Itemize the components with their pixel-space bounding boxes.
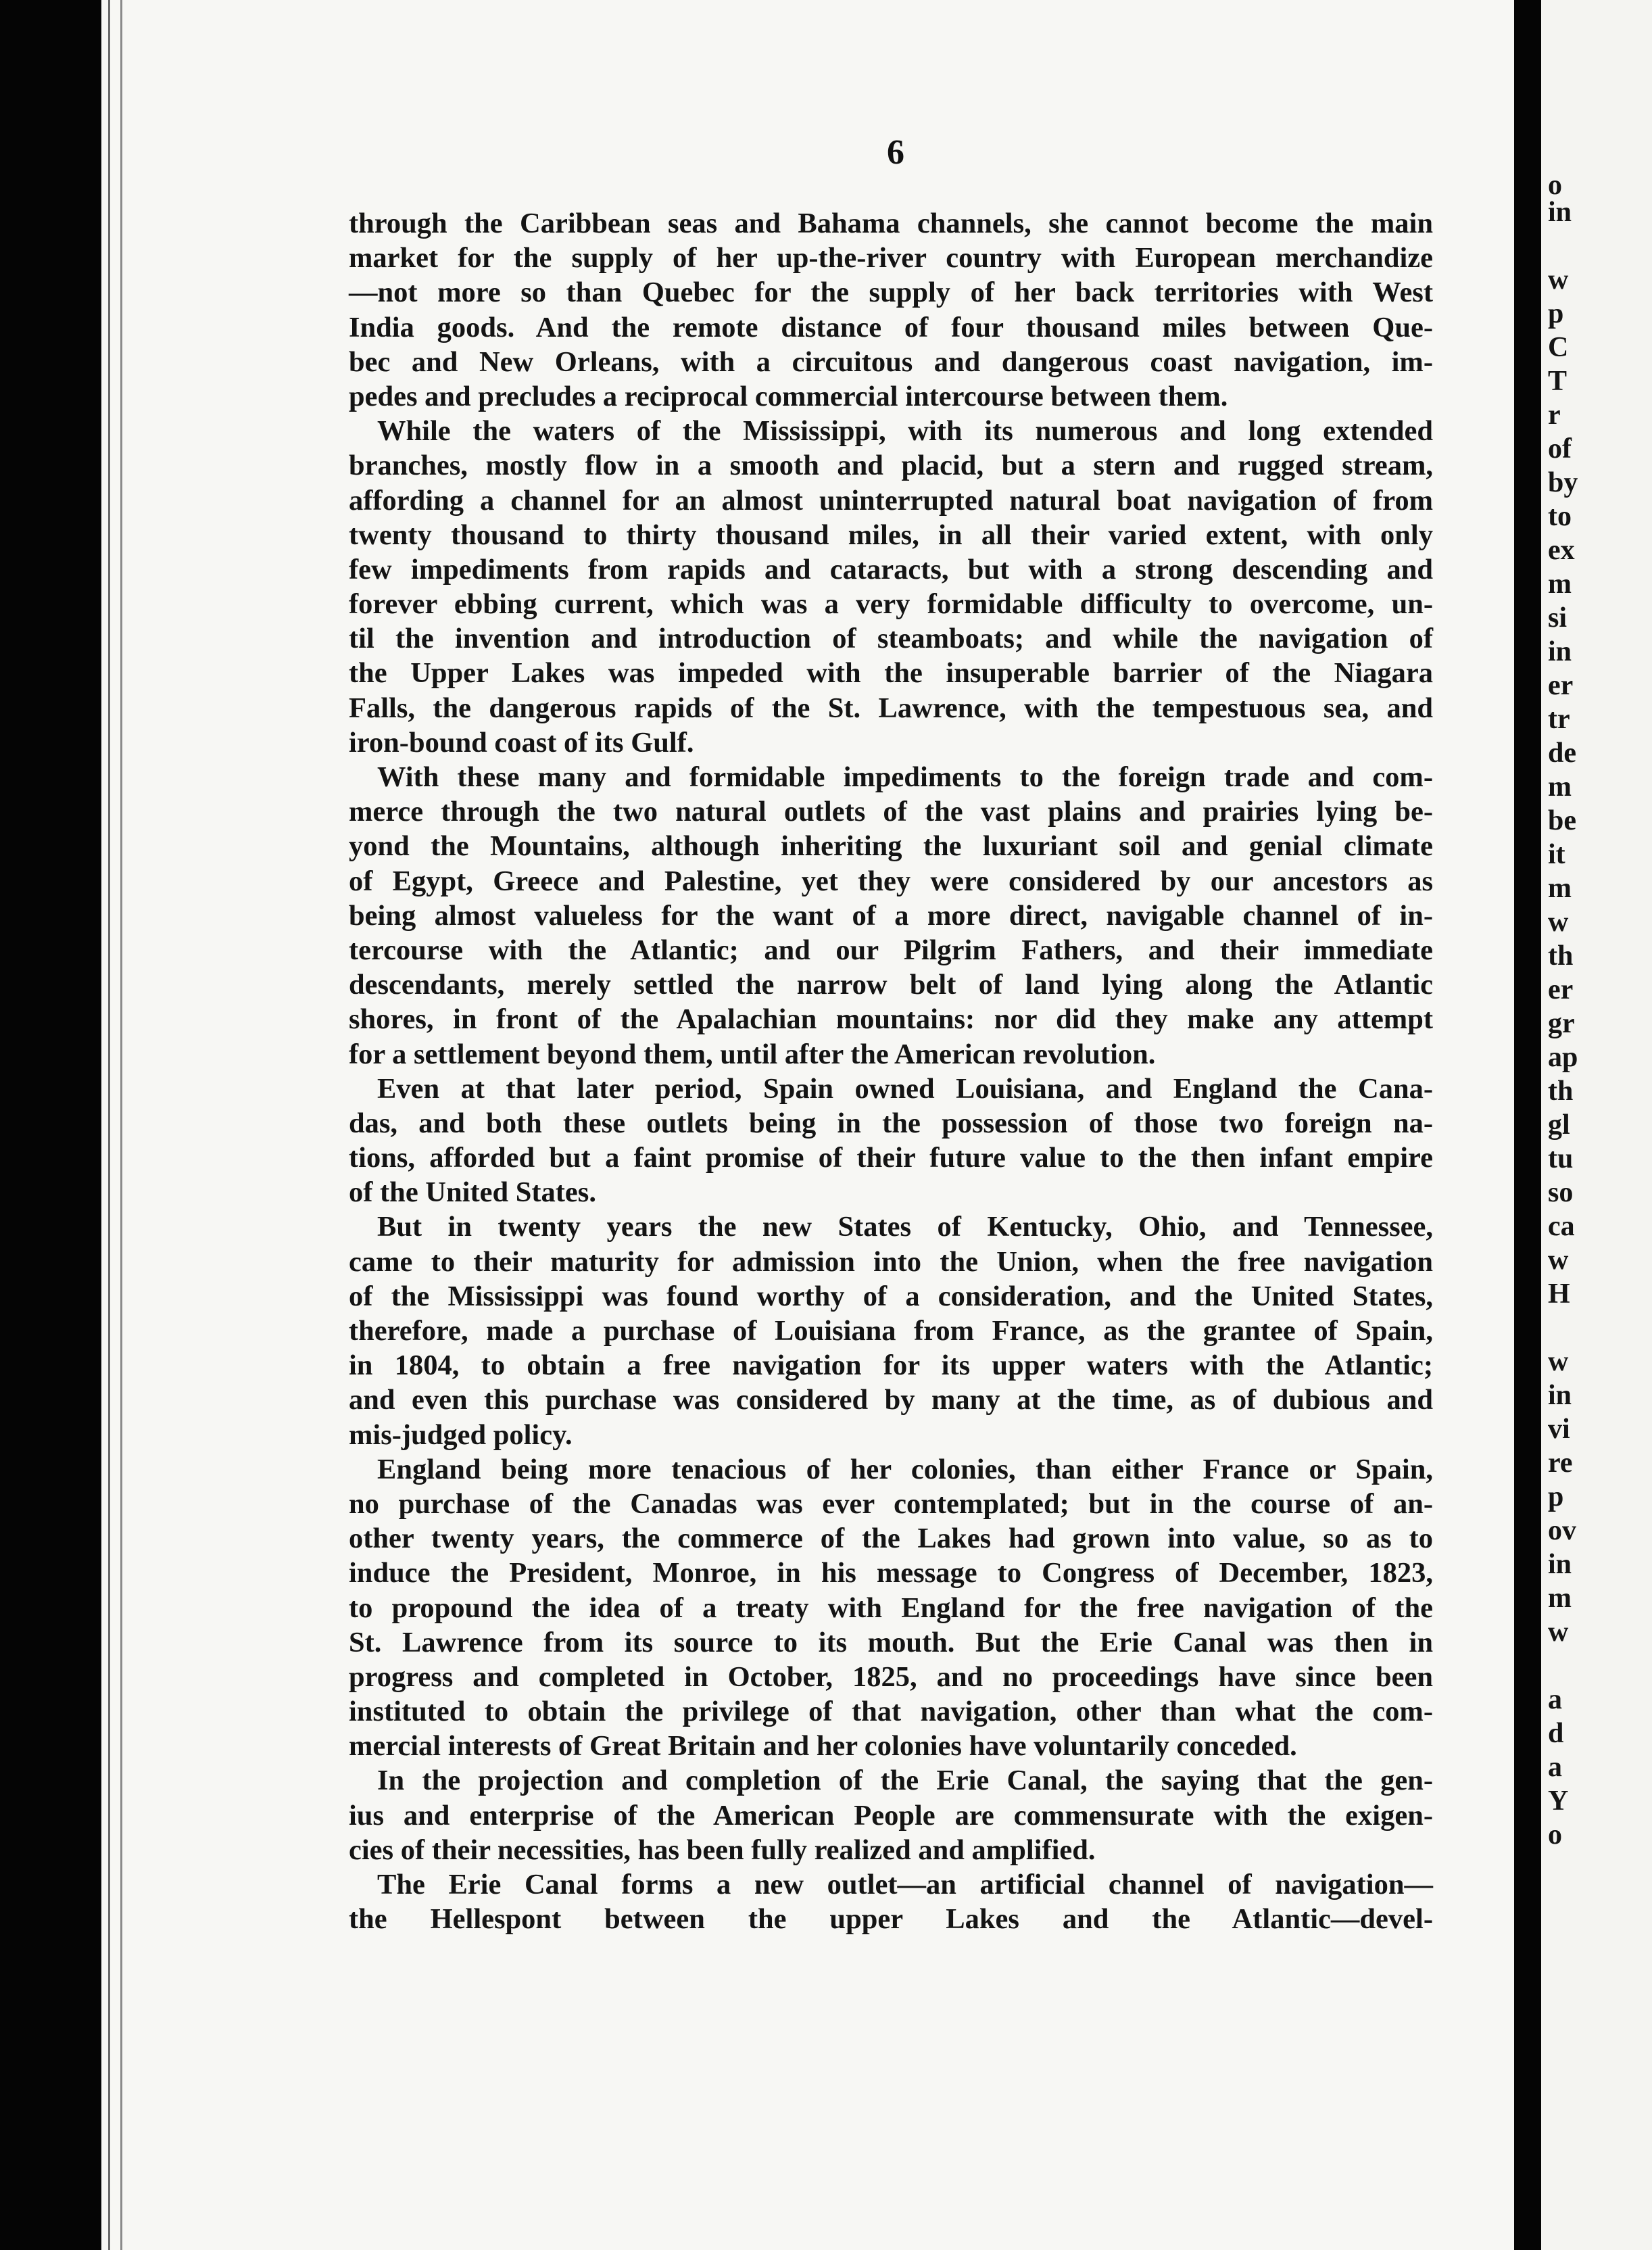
fragment-text: w: [1548, 1245, 1569, 1276]
fragment-text: in: [1548, 636, 1572, 667]
fragment-text: gr: [1548, 1008, 1575, 1039]
fragment-text: tr: [1548, 704, 1570, 735]
fragment-text: of: [1548, 433, 1572, 464]
fragment-text: o: [1548, 170, 1562, 201]
fragment-text: ca: [1548, 1211, 1575, 1242]
fragment-text: th: [1548, 940, 1574, 972]
fragment-text: it: [1548, 839, 1565, 870]
fragment-text: er: [1548, 670, 1574, 701]
text-line: progress and completed in October, 1825, and no proceedings have since been: [349, 1660, 1433, 1693]
fragment-text: a: [1548, 1684, 1562, 1715]
fragment-text: T: [1548, 366, 1568, 397]
text-line: mis-judged policy.: [349, 1418, 573, 1451]
text-line: to propound the idea of a treaty with England for the free navigation of the: [349, 1591, 1433, 1624]
text-line: for a settlement beyond them, until after the American revolution.: [349, 1038, 1156, 1070]
text-line: tercourse with the Atlantic; and our Pilgrim Fathers, and their immediate: [349, 934, 1433, 966]
fragment-text: si: [1548, 602, 1568, 633]
fragment-text: in: [1548, 197, 1572, 228]
text-line: With these many and formidable impediments to the foreign trade and com-: [377, 761, 1433, 793]
text-line: ius and enterprise of the American People are commensurate with the exigen-: [349, 1799, 1433, 1832]
text-line: forever ebbing current, which was a very formidable difficulty to overcome, un-: [349, 588, 1433, 621]
body-text: [349, 206, 1433, 1936]
fragment-text: de: [1548, 738, 1576, 769]
binding-edge-line: [108, 0, 110, 2250]
fragment-text: be: [1548, 805, 1576, 836]
fragment-text: Y: [1548, 1786, 1569, 1817]
text-line: the Hellespont between the upper Lakes and the Atlantic—devel-: [349, 1903, 1433, 1936]
text-line: iron-bound coast of its Gulf.: [349, 726, 694, 759]
text-line: of Egypt, Greece and Palestine, yet they were considered by our ancestors as: [349, 865, 1433, 897]
fragment-text: o: [1548, 1819, 1562, 1850]
text-line: bec and New Orleans, with a circuitous and dangerous coast navigation, im-: [349, 345, 1433, 378]
text-line: the Upper Lakes was impeded with the insuperable barrier of the Niagara: [349, 657, 1433, 690]
fragment-text: w: [1548, 907, 1569, 938]
text-line: being almost valueless for the want of a more direct, navigable channel of in-: [349, 899, 1433, 932]
text-line: While the waters of the Mississippi, with its numerous and long extended: [377, 415, 1433, 448]
text-line: branches, mostly flow in a smooth and placid, but a stern and rugged stream,: [349, 450, 1433, 482]
text-line: instituted to obtain the privilege of that navigation, other than what the com-: [349, 1696, 1433, 1728]
fragment-text: vi: [1548, 1414, 1570, 1445]
fragment-text: m: [1548, 1583, 1572, 1614]
text-line: Even at that later period, Spain owned Louisiana, and England the Cana-: [377, 1072, 1433, 1105]
fragment-text: C: [1548, 332, 1569, 363]
fragment-text: th: [1548, 1076, 1574, 1107]
text-line: no purchase of the Canadas was ever contemplated; but in the course of an-: [349, 1487, 1433, 1520]
fragment-text: ex: [1548, 535, 1575, 566]
text-line: descendants, merely settled the narrow belt of land lying along the Atlantic: [349, 969, 1433, 1001]
fragment-text: r: [1548, 400, 1561, 431]
fragment-text: w: [1548, 1617, 1569, 1648]
text-line: til the invention and introduction of steamboats; and while the navigation of: [349, 623, 1433, 655]
page-number: 6: [887, 133, 904, 172]
text-line: mercial interests of Great Britain and her colonies have voluntarily conceded.: [349, 1730, 1297, 1763]
text-line: of the Mississippi was found worthy of a consideration, and the United States,: [349, 1280, 1433, 1312]
text-line: market for the supply of her up-the-river country with European merchandize: [349, 242, 1433, 274]
text-line: induce the President, Monroe, in his message to Congress of December, 1823,: [349, 1557, 1433, 1589]
text-line: merce through the two natural outlets of the vast plains and prairies lying be-: [349, 796, 1433, 828]
fragment-text: m: [1548, 771, 1572, 803]
fragment-text: er: [1548, 974, 1574, 1005]
fragment-text: gl: [1548, 1109, 1570, 1141]
fragment-text: H: [1548, 1278, 1570, 1310]
fragment-text: ov: [1548, 1515, 1576, 1546]
text-line: India goods. And the remote distance of four thousand miles between Que-: [349, 311, 1433, 343]
text-line: In the projection and completion of the Erie Canal, the saying that the gen-: [377, 1765, 1433, 1797]
text-line: few impediments from rapids and cataracts, but with a strong descending and: [349, 553, 1433, 585]
fragment-text: m: [1548, 873, 1572, 904]
text-line: of the United States.: [349, 1176, 596, 1209]
fragment-text: w: [1548, 1346, 1569, 1377]
text-line: But in twenty years the new States of Kentucky, Ohio, and Tennessee,: [377, 1211, 1433, 1243]
text-line: —not more so than Quebec for the supply of her back territories with West: [349, 277, 1433, 309]
fragment-text: a: [1548, 1752, 1562, 1783]
text-line: tions, afforded but a faint promise of their future value to the then infant empire: [349, 1142, 1433, 1174]
fragment-text: m: [1548, 569, 1572, 600]
text-line: twenty thousand to thirty thousand miles, in all their varied extent, with only: [349, 519, 1433, 551]
fragment-text: to: [1548, 501, 1572, 532]
text-line: therefore, made a purchase of Louisiana from France, as the grantee of Spain,: [349, 1315, 1433, 1347]
text-line: The Erie Canal forms a new outlet—an artificial channel of navigation—: [377, 1869, 1433, 1900]
fragment-text: in: [1548, 1549, 1572, 1580]
text-line: pedes and precludes a reciprocal commercial intercourse between them.: [349, 380, 1228, 412]
text-line: came to their maturity for admission into the Union, when the free navigation: [349, 1245, 1433, 1278]
fragment-text: p: [1548, 1481, 1564, 1512]
text-line: yond the Mountains, although inheriting the luxuriant soil and genial climate: [349, 830, 1433, 863]
fragment-text: re: [1548, 1447, 1573, 1479]
text-line: das, and both these outlets being in the possession of those two foreign na-: [349, 1107, 1433, 1139]
text-line: St. Lawrence from its source to its mouth. But the Erie Canal was then in: [349, 1626, 1433, 1658]
text-line: other twenty years, the commerce of the Lakes had grown into value, so as to: [349, 1523, 1433, 1555]
fragment-text: w: [1548, 264, 1569, 295]
fragment-text: p: [1548, 298, 1564, 329]
text-line: England being more tenacious of her colonies, than either France or Spain,: [377, 1453, 1433, 1485]
text-line: through the Caribbean seas and Bahama channels, she cannot become the main: [349, 208, 1433, 239]
binding-edge-line: [120, 0, 122, 2250]
text-line: affording a channel for an almost uninterrupted natural boat navigation of from: [349, 484, 1433, 517]
text-line: shores, in front of the Apalachian mountains: nor did they make any attempt: [349, 1003, 1433, 1036]
text-line: Falls, the dangerous rapids of the St. Lawrence, with the tempestuous sea, and: [349, 692, 1433, 724]
fragment-text: tu: [1548, 1143, 1574, 1174]
text-line: in 1804, to obtain a free navigation for its upper waters with the Atlantic;: [349, 1349, 1433, 1382]
fragment-text: by: [1548, 467, 1578, 498]
text-line: and even this purchase was considered by many at the time, as of dubious and: [349, 1384, 1433, 1416]
text-line: cies of their necessities, has been fully realized and amplified.: [349, 1834, 1096, 1866]
fragment-text: in: [1548, 1380, 1572, 1411]
fragment-text: so: [1548, 1177, 1574, 1208]
fragment-text: d: [1548, 1718, 1564, 1749]
fragment-text: ap: [1548, 1042, 1578, 1073]
